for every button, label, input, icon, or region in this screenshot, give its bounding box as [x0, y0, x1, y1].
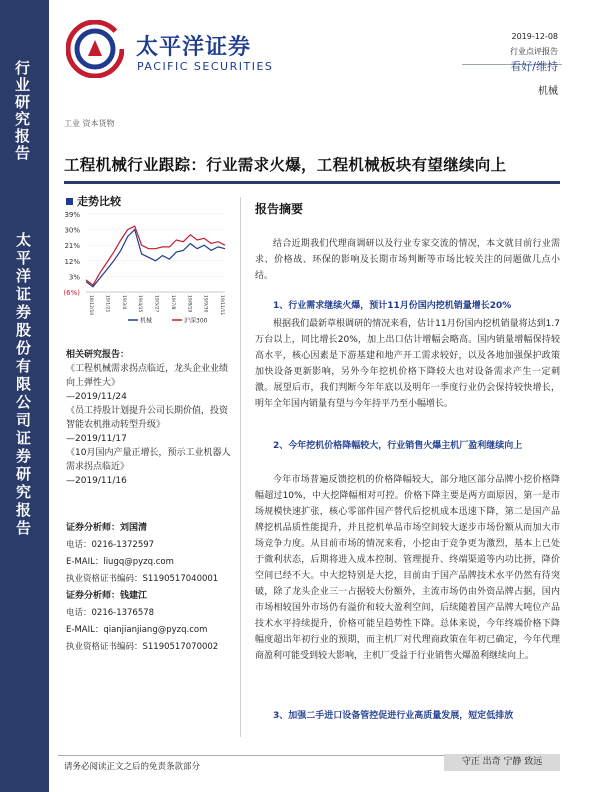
analyst-cert: 执业资格证书编码：S1190517040001 — [66, 574, 219, 584]
x-tick-label: 18/12/10 — [88, 295, 93, 316]
sidebar-company-label: 太平洋证券股份有限公司证券研究报告 — [14, 232, 32, 538]
brand-name-cn: 太平洋证券 — [136, 35, 252, 60]
legend-label: 沪深300 — [184, 317, 208, 325]
x-tick-label: 19/8/19 — [186, 295, 192, 313]
trend-heading: 走势比较 — [66, 193, 121, 209]
analyst-block-1 — [66, 520, 231, 588]
report-type: 行业点评报告 — [510, 47, 558, 56]
column-divider — [240, 197, 241, 737]
sidebar-report-category: 行业研究报告 — [13, 60, 31, 162]
analyst-email: E-MAIL：liugq@pyzq.com — [66, 557, 174, 567]
related-report-date: —2019/11/17 — [66, 434, 127, 444]
legend-label: 机械 — [140, 317, 153, 325]
analyst-name: 证券分析师：刘国清 — [66, 523, 148, 533]
breadcrumb: 工业 资本货物 — [64, 119, 115, 128]
pacific-securities-logo — [66, 20, 124, 78]
report-date: 2019-12-08 — [511, 32, 558, 41]
page-title: 工程机械行业跟踪：行业需求火爆，工程机械板块有望继续向上 — [64, 156, 507, 174]
y-tick-label: 12% — [64, 257, 80, 266]
x-tick-label: 19/3/4 — [120, 295, 126, 310]
summary-point-2-title: 2、今年挖机价格降幅较大，行业销售火爆主机厂盈利继续向上 — [273, 441, 523, 451]
footer-disclaimer: 请务必阅读正文之后的免责条款部分 — [64, 762, 201, 772]
y-tick-label: 21% — [64, 242, 80, 251]
summary-point-1-title: 1、行业需求继续火爆，预计11月份国内挖机销量增长20% — [273, 301, 512, 311]
summary-point-1-body: 根据我们最新草根调研的情况来看，估计11月份国内挖机销量将达到1.7万台以上，同比增长20%，加上出口估计增幅会略高。国内销量增幅保持较高水平，核心因素是下游基建和地产开工需求较好，以及各地加强保护政策加快设备更新影响，另外今年挖机价格下降较大也对设备需求产生一定刺激。展望后市，我们判断今年年底以及明年一季度行业仍会保持较快增长，明年全年国内销量有望与今年持平乃至小幅增长。 — [255, 319, 560, 409]
sidebar — [0, 0, 49, 792]
x-tick-label: 19/5/27 — [153, 295, 159, 313]
related-report-title: 《10月国内产量正增长，预示工业机器人需求拐点临近》 — [66, 448, 231, 472]
analyst-cert: 执业资格证书编码：S1190517070002 — [66, 642, 219, 652]
x-tick-label: 19/1/21 — [104, 295, 110, 313]
analyst-phone: 电话：0216-1376578 — [66, 608, 155, 618]
square-bullet-icon — [66, 198, 73, 205]
brand-name-en: PACIFIC SECURITIES — [137, 60, 274, 73]
x-tick-label: 19/9/30 — [202, 295, 208, 313]
y-tick-label: 39% — [64, 211, 80, 219]
industry-tag: 机械 — [538, 86, 558, 97]
x-tick-label: 19/7/8 — [169, 295, 175, 310]
analyst-phone: 电话：0216-1372597 — [66, 540, 155, 550]
x-tick-label: 19/11/11 — [219, 295, 224, 316]
related-report-date: —2019/11/16 — [66, 476, 127, 486]
analyst-email: E-MAIL：qianjianjiang@pyzq.com — [66, 625, 208, 635]
related-reports — [66, 348, 231, 488]
related-reports-heading: 相关研究报告： — [66, 350, 130, 360]
y-tick-label: 3% — [68, 273, 80, 282]
rating-label: 看好/维持 — [510, 60, 558, 73]
summary-heading: 报告摘要 — [255, 202, 304, 216]
analyst-block-2 — [66, 588, 231, 656]
related-report-title: 《员工持股计划提升公司长期价值，投资智能农机推动转型升级》 — [66, 406, 229, 430]
related-report-date: —2019/11/24 — [66, 392, 127, 402]
y-tick-label: (6%) — [63, 289, 80, 297]
title-rule — [64, 181, 560, 184]
y-tick-label: 30% — [64, 226, 80, 235]
summary-intro: 结合近期我们代理商调研以及行业专家交流的情况，本文就目前行业需求、价格战、环保的影响及长期市场判断等市场比较关注的问题做几点小结。 — [255, 239, 560, 281]
summary-point-2-body: 今年市场普遍反馈挖机的价格降幅较大，部分地区部分品牌小挖价格降幅超过10%，中大挖降幅相对可控。价格下降主要是两方面原因，第一是市场规模快速扩张，核心零部件国产替代后挖机成本迅速下降，第二是国产品牌挖机品质性能提升，并且挖机单品市场空间较大逐步市场份额从而加大市场竞争力度。从目前市场的情况来看，小挖由于竞争更为激烈，基本上已处于微利状态，后期将进入成本控制、管理提升、终端渠道等内功比拼，降价空间已经不大。中大挖特别是大挖，目前由于国产品牌技术水平仍然有待突破，除了龙头企业三一占据较大份额外，主流市场仍由外资品牌占据，国内市场相较国外市场仍有溢价和较大盈利空间，后续随着国产品牌大吨位产品技术水平持续提升，价格可能呈趋势性下降。总体来说，今年终端价格下降幅度超出年初行业的预期，而主机厂对代理商政策在年初已确定，今年代理商盈利可能受到较大影响，主机厂受益于行业销售火爆盈利继续向上。 — [255, 475, 560, 661]
analyst-name: 证券分析师：钱建江 — [66, 591, 148, 601]
summary-point-3-title: 3、加强二手进口设备管控促进行业高质量发展，短定低排放 — [273, 711, 514, 721]
related-report-title: 《工程机械需求拐点临近，龙头企业业绩向上弹性大》 — [66, 364, 229, 388]
x-tick-label: 19/4/15 — [137, 295, 143, 313]
trend-chart — [60, 206, 230, 336]
footer-motto: 守正 出奇 宁静 致远 — [444, 754, 560, 771]
